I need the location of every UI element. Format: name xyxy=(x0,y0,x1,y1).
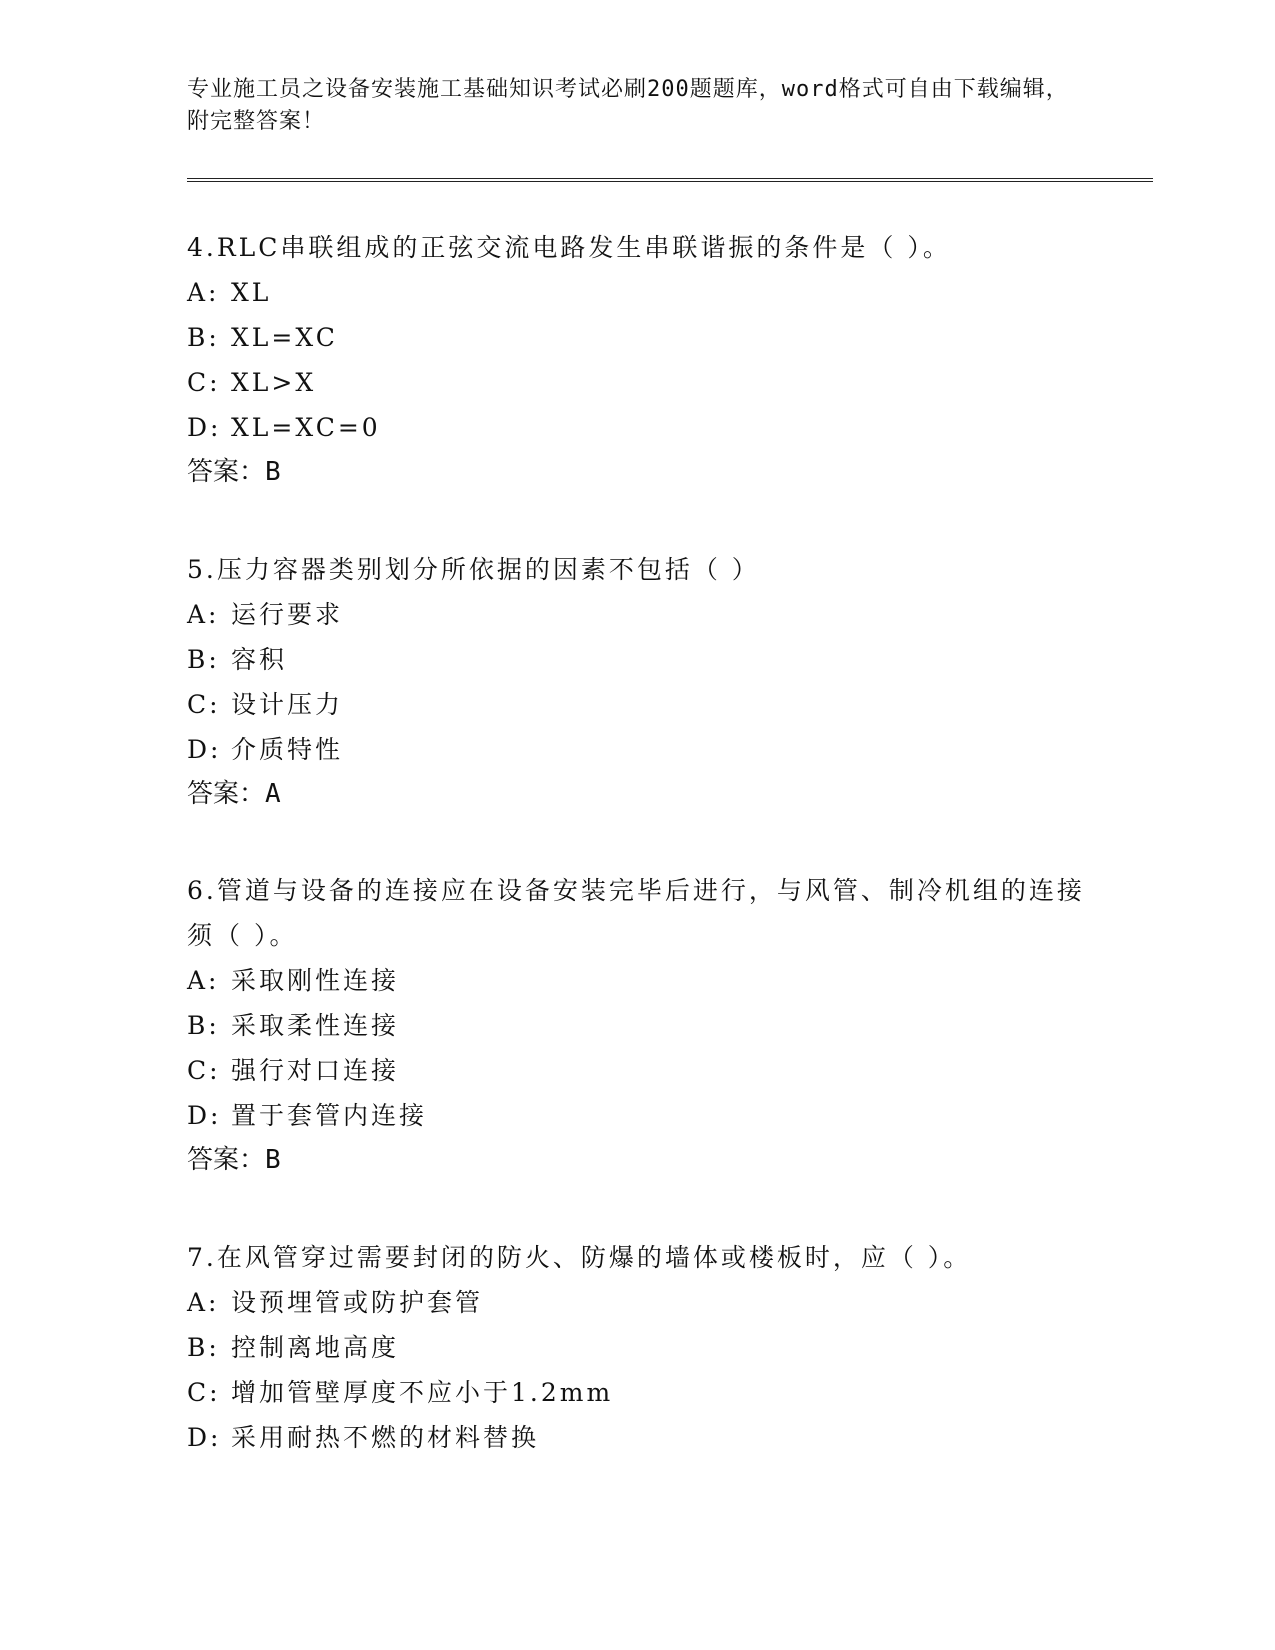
option-text: 设预埋管或防护套管 xyxy=(231,1288,484,1317)
option-a xyxy=(187,270,1107,315)
option-letter: A: xyxy=(187,600,220,629)
option-letter: B: xyxy=(187,1011,220,1040)
question-block xyxy=(187,868,1107,1183)
question-stem: 7.在风管穿过需要封闭的防火、防爆的墙体或楼板时，应（ ）。 xyxy=(187,1243,972,1272)
option-letter: C: xyxy=(187,1056,221,1085)
option-d xyxy=(187,405,1107,450)
option-a xyxy=(187,592,1107,637)
question-stem: 4.RLC串联组成的正弦交流电路发生串联谐振的条件是（ ）。 xyxy=(187,233,951,262)
option-letter: B: xyxy=(187,1333,220,1362)
option-c xyxy=(187,360,1107,405)
option-letter: D: xyxy=(187,1101,222,1130)
option-text: 采用耐热不燃的材料替换 xyxy=(231,1423,540,1452)
option-d xyxy=(187,727,1107,772)
option-letter: A: xyxy=(187,966,220,995)
option-letter: D: xyxy=(187,413,222,442)
option-letter: A: xyxy=(187,1288,220,1317)
question-block xyxy=(187,547,1107,817)
option-text: 强行对口连接 xyxy=(231,1056,400,1085)
option-text: 采取刚性连接 xyxy=(231,966,400,995)
option-c xyxy=(187,1048,1107,1093)
option-d xyxy=(187,1415,1107,1460)
option-text: XL xyxy=(231,278,272,307)
option-text: XL=XC=0 xyxy=(231,413,381,442)
option-c xyxy=(187,1370,1107,1415)
option-text: 运行要求 xyxy=(231,600,344,629)
option-letter: C: xyxy=(187,690,221,719)
question-block xyxy=(187,1235,1107,1460)
question-stem: 6.管道与设备的连接应在设备安装完毕后进行，与风管、制冷机组的连接须（ ）。 xyxy=(187,876,1085,950)
question-stem: 5.压力容器类别划分所依据的因素不包括（ ） xyxy=(187,555,760,584)
option-text: 采取柔性连接 xyxy=(231,1011,400,1040)
option-text: 增加管壁厚度不应小于1.2mm xyxy=(231,1378,614,1407)
option-text: 置于套管内连接 xyxy=(231,1101,428,1130)
header-divider xyxy=(187,178,1153,182)
option-letter: C: xyxy=(187,368,221,397)
option-letter: C: xyxy=(187,1378,221,1407)
option-text: 设计压力 xyxy=(231,690,344,719)
option-c xyxy=(187,682,1107,727)
option-b xyxy=(187,1003,1107,1048)
option-letter: D: xyxy=(187,1423,222,1452)
option-text: 介质特性 xyxy=(231,735,344,764)
document-header: 专业施工员之设备安装施工基础知识考试必刷200题题库，word格式可自由下载编辑，附完整答案！ xyxy=(187,77,1069,134)
option-letter: B: xyxy=(187,645,220,674)
option-letter: A: xyxy=(187,278,220,307)
option-a xyxy=(187,1280,1107,1325)
option-b xyxy=(187,637,1107,682)
option-letter: B: xyxy=(187,323,220,352)
option-b xyxy=(187,315,1107,360)
option-letter: D: xyxy=(187,735,222,764)
option-a xyxy=(187,958,1107,1003)
option-b xyxy=(187,1325,1107,1370)
option-text: XL>X xyxy=(231,368,317,397)
option-text: XL=XC xyxy=(231,323,338,352)
question-block xyxy=(187,225,1107,495)
answer-line: 答案：B xyxy=(187,457,281,487)
option-text: 容积 xyxy=(231,645,288,674)
answer-line: 答案：B xyxy=(187,1145,281,1175)
answer-line: 答案：A xyxy=(187,779,281,809)
option-d xyxy=(187,1093,1107,1138)
option-text: 控制离地高度 xyxy=(231,1333,400,1362)
